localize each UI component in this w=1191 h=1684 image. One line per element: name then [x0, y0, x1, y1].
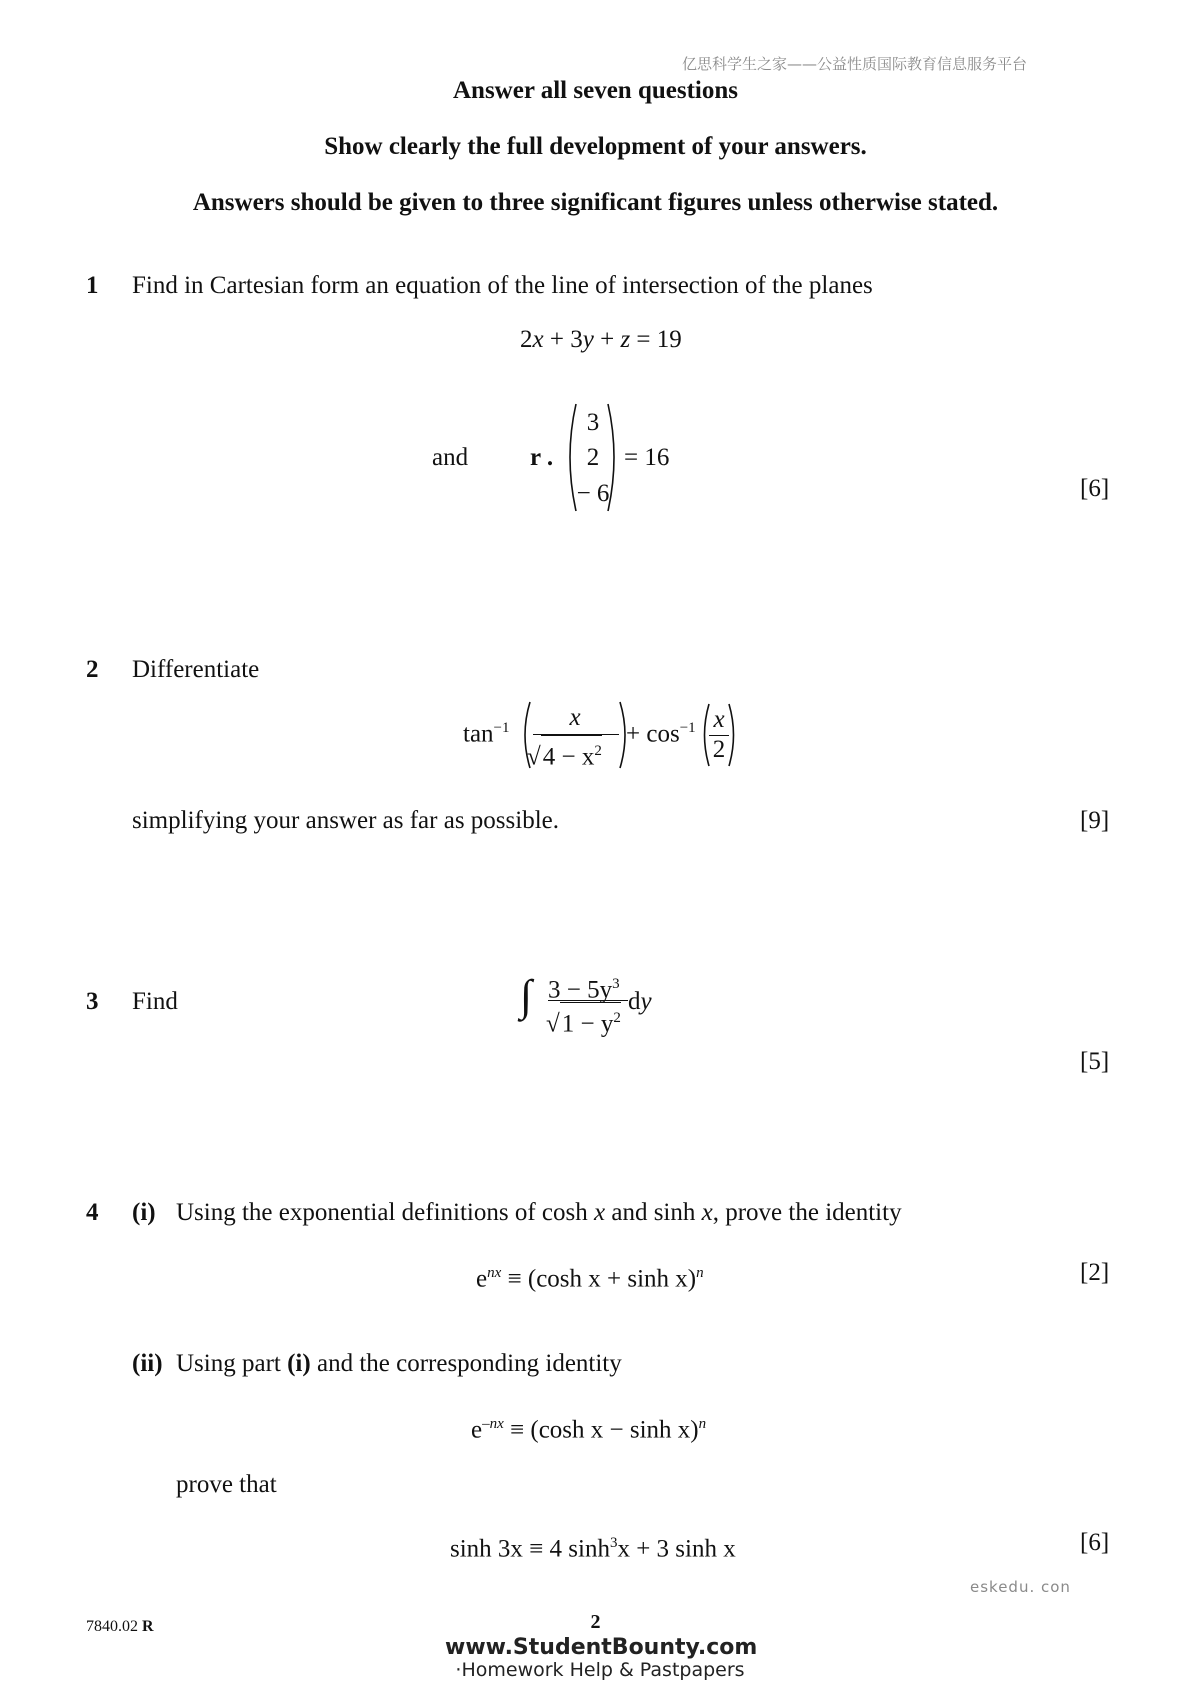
q2-denominator: $√4 - x^2$ — [527, 735, 602, 772]
q1-and-label: and — [432, 444, 469, 471]
q2-half-numerator: x — [713, 706, 725, 733]
q2-tan: $\tan^{-1}$ — [463, 720, 510, 748]
q2-half-denominator: 2 — [712, 736, 726, 763]
instruction-2: Show clearly the full development of your answers. — [324, 133, 867, 160]
q3-denominator: $√1 - y^2$ — [546, 1002, 621, 1039]
q1-vector-entry-3: − 6 — [576, 480, 610, 507]
q4-part-i-label: (i) — [132, 1199, 156, 1226]
watermark-bottom: eskedu. con — [970, 1578, 1071, 1596]
q3-integral-sign: ∫ — [520, 971, 533, 1020]
q4-final-identity: sinh 3x ≡ 4 $\sinh^3x + 3$ sinh x — [450, 1535, 736, 1563]
studentbounty-logo — [445, 1635, 758, 1681]
instruction-1: Answer all seven questions — [453, 77, 738, 104]
q2-plus-cos: + $\cos^{-1}$ — [626, 720, 696, 748]
q1-vector-entry-2: 2 — [586, 444, 600, 471]
q4-prove-that: prove that — [176, 1471, 277, 1498]
q2-mark: [9] — [1080, 807, 1110, 834]
q3-numerator: $3 - 5y^3$ — [548, 976, 620, 1004]
q2-numerator: x — [569, 704, 581, 731]
q1-vector-rhs: = 16 — [624, 444, 670, 471]
question-2-number: 2 — [86, 656, 99, 683]
q2-follow-text: simplifying your answer as far as possible. — [132, 807, 560, 834]
q4-part-ii-mark: [6] — [1080, 1529, 1110, 1556]
watermark-top: 亿思科学生之家——公益性质国际教育信息服务平台 — [682, 55, 1028, 73]
q3-dy: dy — [628, 988, 652, 1015]
question-4-number: 4 — [86, 1199, 99, 1226]
q4-part-ii-text: Using part (i) and the corresponding identity — [176, 1350, 622, 1377]
q1-vector-entry-1: 3 — [586, 409, 600, 436]
paper-code: 7840.02 R — [86, 1618, 154, 1635]
q1-mark: [6] — [1080, 475, 1110, 502]
page-number: 2 — [590, 1611, 601, 1633]
question-1-text: Find in Cartesian form an equation of the line of intersection of the planes — [132, 272, 873, 299]
logo-line-1: www.StudentBounty.com — [445, 1635, 758, 1660]
q1-vector-prefix: r . — [530, 444, 554, 471]
q4-part-ii-identity: $e^{-nx} \equiv (\cosh$ x − sinh x)$^n$ — [471, 1416, 707, 1444]
q3-fraction-line — [548, 1000, 628, 1001]
question-2-text: Differentiate — [132, 656, 260, 683]
q4-part-i-text: Using the exponential definitions of cosh x and sinh x, prove the identity — [176, 1199, 902, 1226]
q4-part-i-identity: $e^{nx} \equiv (\cosh$ x + sinh x)$^n$ — [476, 1265, 704, 1293]
question-3-text: Find — [132, 988, 178, 1015]
question-3-number: 3 — [86, 988, 99, 1015]
logo-line-2: ·Homework Help & Pastpapers — [455, 1659, 745, 1681]
q4-part-i-mark: [2] — [1080, 1259, 1110, 1286]
q1-plane-equation: 2x + 3y + z = 19 — [520, 326, 682, 353]
question-1-number: 1 — [86, 272, 99, 299]
instruction-3: Answers should be given to three significant figures unless otherwise stated. — [192, 189, 999, 216]
q3-mark: [5] — [1080, 1048, 1110, 1075]
q4-part-ii-label: (ii) — [132, 1350, 163, 1377]
